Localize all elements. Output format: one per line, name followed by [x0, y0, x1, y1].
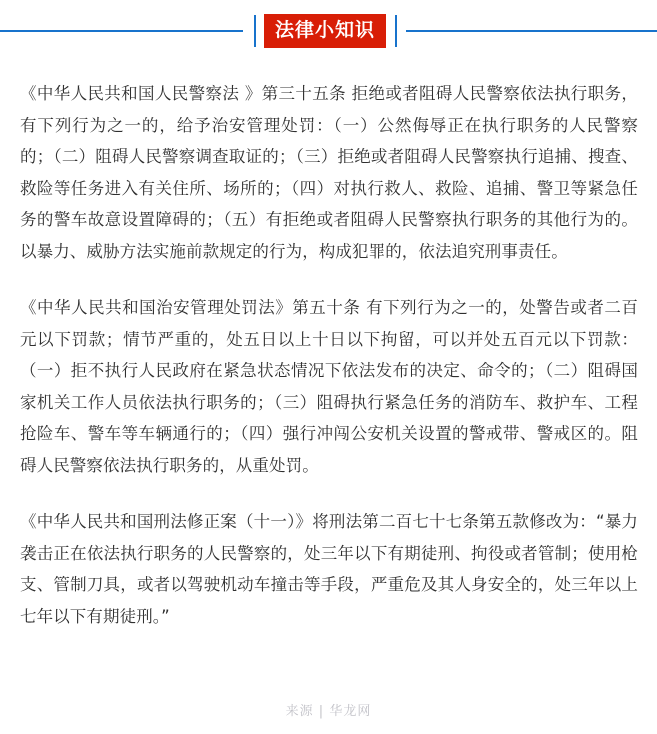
- paragraph-criminal-law-amendment-11: 《中华人民共和国刑法修正案（十一）》将刑法第二百七十七条第五款修改为：“暴力袭击正在依法执行职务的人民警察的，处三年以下有期徒刑、拘役或者管制；使用枪支、管制刀具，或者以驾驶机动车撞击等手段，严重危及其人身安全的，处三年以上七年以下有期徒刑。”: [20, 512, 638, 626]
- paragraph-police-law-article-35: 《中华人民共和国人民警察法 》第三十五条 拒绝或者阻碍人民警察依法执行职务，有下列行为之一的，给予治安管理处罚：（一）公然侮辱正在执行职务的人民警察的；（二）阻碍人民警察调查取证的；（三）拒绝或者阻碍人民警察执行追捕、搜查、救险等任务进入有关住所、场所的；（四）对执行救人、救险、追捕、警卫等紧急任务的警车故意设置障碍的；（五）有拒绝或者阻碍人民警察执行职务的其他行为的。以暴力、威胁方法实施前款规定的行为，构成犯罪的，依法追究刑事责任。: [20, 84, 638, 261]
- source-attribution: 来源 | 华龙网: [285, 704, 372, 719]
- header-tick-right: [395, 15, 397, 47]
- header-rule-right: [406, 30, 657, 32]
- header-rule-left: [0, 30, 243, 32]
- section-header: [0, 0, 657, 62]
- header-tick-left: [254, 15, 256, 47]
- section-title-badge: 法律小知识: [264, 14, 386, 48]
- paragraph-public-security-law-article-50: 《中华人民共和国治安管理处罚法》第五十条 有下列行为之一的，处警告或者二百元以下罚款；情节严重的，处五日以上十日以下拘留，可以并处五百元以下罚款：（一）拒不执行人民政府在紧急状态情况下依法发布的决定、命令的；（二）阻碍国家机关工作人员依法执行职务的；（三）阻碍执行紧急任务的消防车、救护车、工程抢险车、警车等车辆通行的；（四）强行冲闯公安机关设置的警戒带、警戒区的。阻碍人民警察依法执行职务的，从重处罚。: [20, 298, 638, 475]
- article-body: [20, 78, 638, 632]
